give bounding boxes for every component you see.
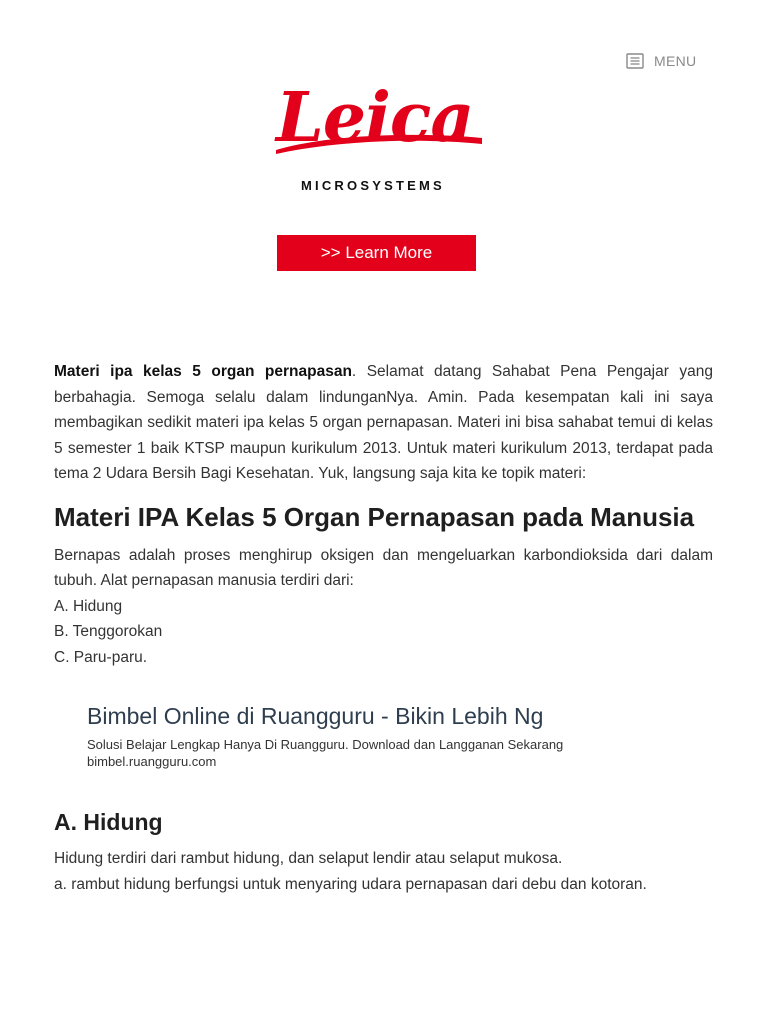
- section-intro: [54, 543, 713, 671]
- article-body: [54, 359, 713, 897]
- text-ad-description: Solusi Belajar Lengkap Hanya Di Ruangguru. Download dan Langganan Sekarang: [87, 737, 564, 752]
- logo-swoosh-icon: [270, 130, 482, 160]
- menu-icon: [626, 53, 644, 69]
- section-heading: A. Hidung: [54, 809, 163, 835]
- intro-text: . Selamat datang Sahabat Pena Pengajar yang berbahagia. Semoga selalu dalam lindunganNya. Amin. Pada kesempatan kali ini saya membagikan sedikit materi ipa kelas 5 organ pernapasan. Materi ini bisa sahabat temui di kelas 5 semester 1 baik KTSP maupun kurikulum 2013. Untuk materi kurikulum 2013, terdapat pada tema 2 Udara Bersih Bagi Kesehatan. Yuk, langsung saja kita ke topik materi:: [54, 363, 713, 482]
- list-item: C. Paru-paru.: [54, 648, 148, 666]
- menu-button[interactable]: [626, 50, 696, 72]
- leica-logo: [270, 80, 482, 200]
- logo-wordmark: Leica: [276, 80, 474, 158]
- section-paragraph: Bernapas adalah proses menghirup oksigen dan mengeluarkan karbondioksida dari dalam tubuh. Alat pernapasan manusia terdiri dari:: [54, 546, 713, 589]
- article-heading: Materi IPA Kelas 5 Organ Pernapasan pada Manusia: [54, 501, 695, 532]
- text-ad[interactable]: [87, 702, 597, 770]
- intro-paragraph: [54, 359, 713, 487]
- text-ad-title[interactable]: Bimbel Online di Ruangguru - Bikin Lebih Ng: [87, 703, 544, 729]
- intro-bold: Materi ipa kelas 5 organ pernapasan: [54, 363, 352, 380]
- list-item: A. Hidung: [54, 597, 123, 615]
- section-line: Hidung terdiri dari rambut hidung, dan selaput lendir atau selaput mukosa.: [54, 850, 563, 867]
- display-ad-banner[interactable]: [270, 80, 482, 280]
- menu-label: MENU: [654, 53, 697, 69]
- learn-more-button[interactable]: >> Learn More: [277, 235, 476, 271]
- text-ad-url[interactable]: bimbel.ruangguru.com: [87, 754, 217, 769]
- list-item: B. Tenggorokan: [54, 623, 163, 640]
- logo-subtitle: MICROSYSTEMS: [301, 178, 445, 193]
- section-line: a. rambut hidung berfungsi untuk menyaring udara pernapasan dari debu dan kotoran.: [54, 875, 647, 893]
- section-hidung: [54, 808, 713, 897]
